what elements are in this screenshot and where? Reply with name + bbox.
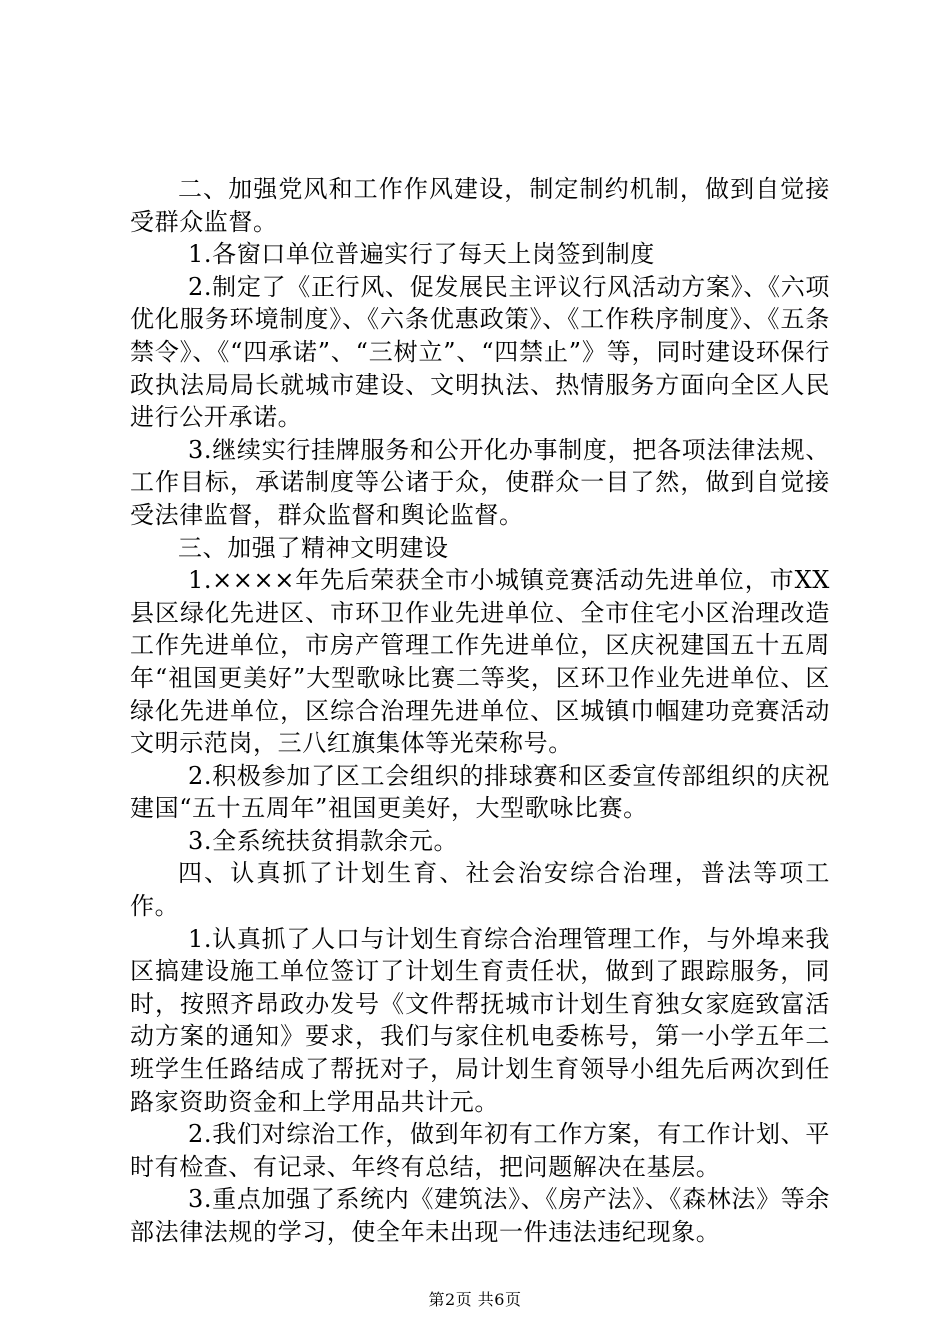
section-heading-three: 三、加强了精神文明建设	[178, 533, 449, 562]
list-item: 1.各窗口单位普遍实行了每天上岗签到制度	[188, 240, 655, 269]
list-item: 3.继续实行挂牌服务和公开化办事制度，把各项法律法规、工作目标，承诺制度等公诸于众，使群众一目了然，做到自觉接受法律监督，群众监督和舆论监督。	[130, 435, 830, 529]
list-item: 1.认真抓了人口与计划生育综合治理管理工作，与外埠来我区搞建设施工单位签订了计划生育责任状，做到了跟踪服务，同时，按照齐昂政办发号《文件帮抚城市计划生育独女家庭致富活动方案的通知》要求，我们与家住机电委栋号，第一小学五年二班学生任路结成了帮抚对子，局计划生育领导小组先后两次到任路家资助资金和上学用品共计元。	[130, 924, 830, 1116]
list-item: 3.重点加强了系统内《建筑法》、《房产法》、《森林法》等余部法律法规的学习，使全年未出现一件违法违纪现象。	[130, 1185, 830, 1246]
list-item: 1.××××年先后荣获全市小城镇竞赛活动先进单位，市XX县区绿化先进区、市环卫作业先进单位、全市住宅小区治理改造工作先进单位，市房产管理工作先进单位，区庆祝建国五十五周年“祖国更美好”大型歌咏比赛二等奖，区环卫作业先进单位、区绿化先进单位，区综合治理先进单位、区城镇巾帼建功竞赛活动文明示范岗，三八红旗集体等光荣称号。	[130, 566, 830, 758]
section-heading-four: 四、认真抓了计划生育、社会治安综合治理，普法等项工作。	[130, 859, 830, 921]
list-item: 3.全系统扶贫捐款余元。	[188, 826, 459, 855]
list-item: 2.积极参加了区工会组织的排球赛和区委宣传部组织的庆祝建国“五十五周年”祖国更美好，大型歌咏比赛。	[130, 761, 830, 823]
document-body	[130, 173, 830, 1249]
list-item: 2.我们对综治工作，做到年初有工作方案，有工作计划、平时有检查、有记录、年终有总结，把问题解决在基层。	[130, 1120, 830, 1181]
page-footer: 第2页 共6页	[428, 1290, 522, 1309]
list-item: 2.制定了《正行风、促发展民主评议行风活动方案》、《六项优化服务环境制度》、《六条优惠政策》、《工作秩序制度》、《五条禁令》、《“四承诺”、“三树立”、“四禁止”》等，同时建设环保行政执法局局长就城市建设、文明执法、热情服务方面向全区人民进行公开承诺。	[130, 272, 830, 432]
section-heading-two: 二、加强党风和工作作风建设，制定制约机制，做到自觉接受群众监督。	[130, 175, 830, 236]
